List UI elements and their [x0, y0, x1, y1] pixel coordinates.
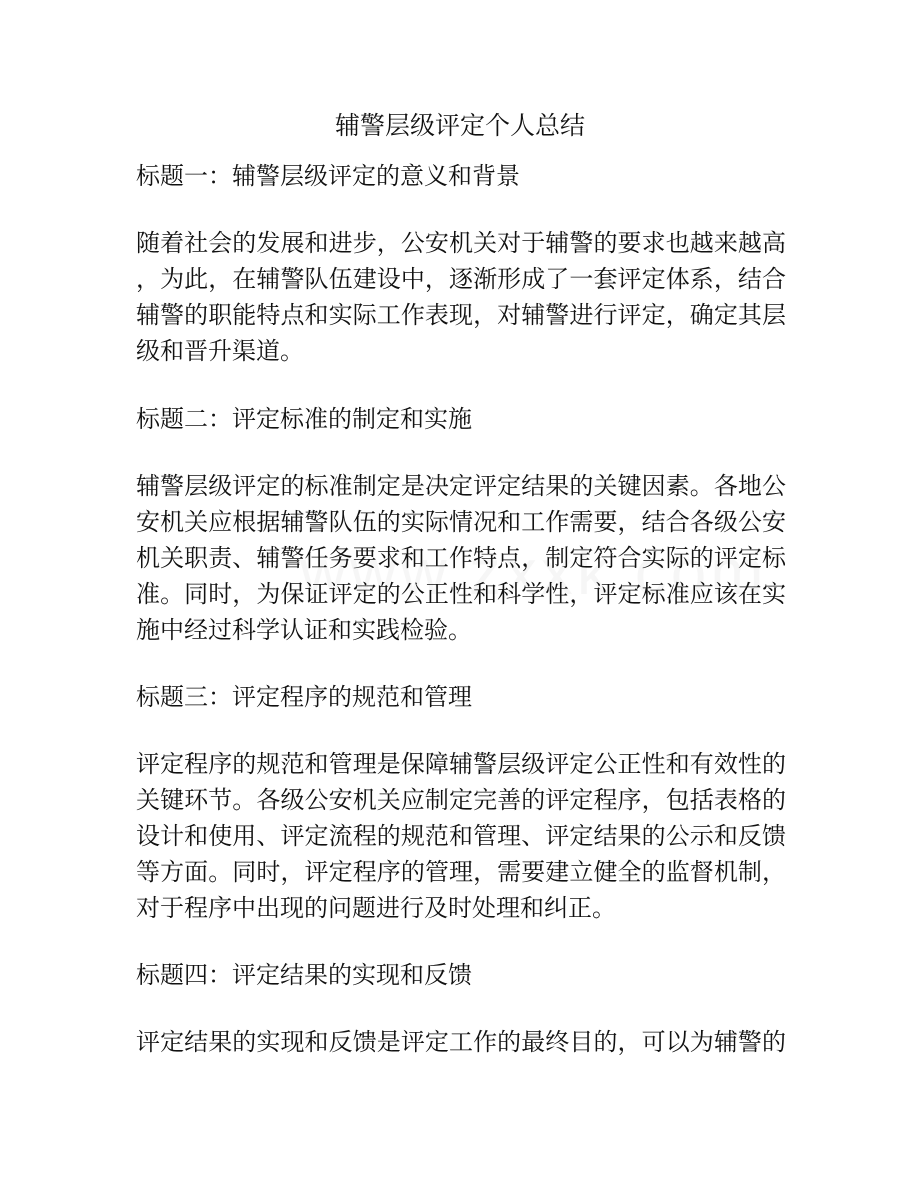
paragraph-line: 安机关应根据辅警队伍的实际情况和工作需要，结合各级公安	[136, 508, 786, 536]
paragraph-line: ，为此，在辅警队伍建设中，逐渐形成了一套评定体系，结合	[136, 265, 786, 293]
section-heading: 标题三：评定程序的规范和管理	[136, 683, 472, 711]
section-heading: 标题二：评定标准的制定和实施	[136, 405, 472, 433]
paragraph-line: 对于程序中出现的问题进行及时处理和纠正。	[136, 894, 616, 922]
paragraph-line: 级和晋升渠道。	[136, 337, 304, 365]
section-heading: 标题一：辅警层级评定的意义和背景	[136, 162, 520, 190]
paragraph-line: 关键环节。各级公安机关应制定完善的评定程序，包括表格的	[136, 786, 786, 814]
paragraph-line: 机关职责、辅警任务要求和工作特点，制定符合实际的评定标	[136, 544, 786, 572]
paragraph-line: 准。同时，为保证评定的公正性和科学性，评定标准应该在实	[136, 580, 786, 608]
paragraph-line: 辅警的职能特点和实际工作表现，对辅警进行评定，确定其层	[136, 301, 786, 329]
paragraph-line: 随着社会的发展和进步，公安机关对于辅警的要求也越来越高	[136, 229, 786, 257]
paragraph-line: 评定结果的实现和反馈是评定工作的最终目的，可以为辅警的	[136, 1028, 786, 1056]
section-heading: 标题四：评定结果的实现和反馈	[136, 961, 472, 989]
paragraph-line: 设计和使用、评定流程的规范和管理、评定结果的公示和反馈	[136, 822, 786, 850]
paragraph-line: 施中经过科学认证和实践检验。	[136, 616, 472, 644]
paragraph-line: 辅警层级评定的标准制定是决定评定结果的关键因素。各地公	[136, 472, 786, 500]
page-title: 辅警层级评定个人总结	[334, 111, 585, 140]
paragraph-line: 评定程序的规范和管理是保障辅警层级评定公正性和有效性的	[136, 750, 786, 778]
paragraph-line: 等方面。同时，评定程序的管理，需要建立健全的监督机制，	[136, 858, 786, 886]
